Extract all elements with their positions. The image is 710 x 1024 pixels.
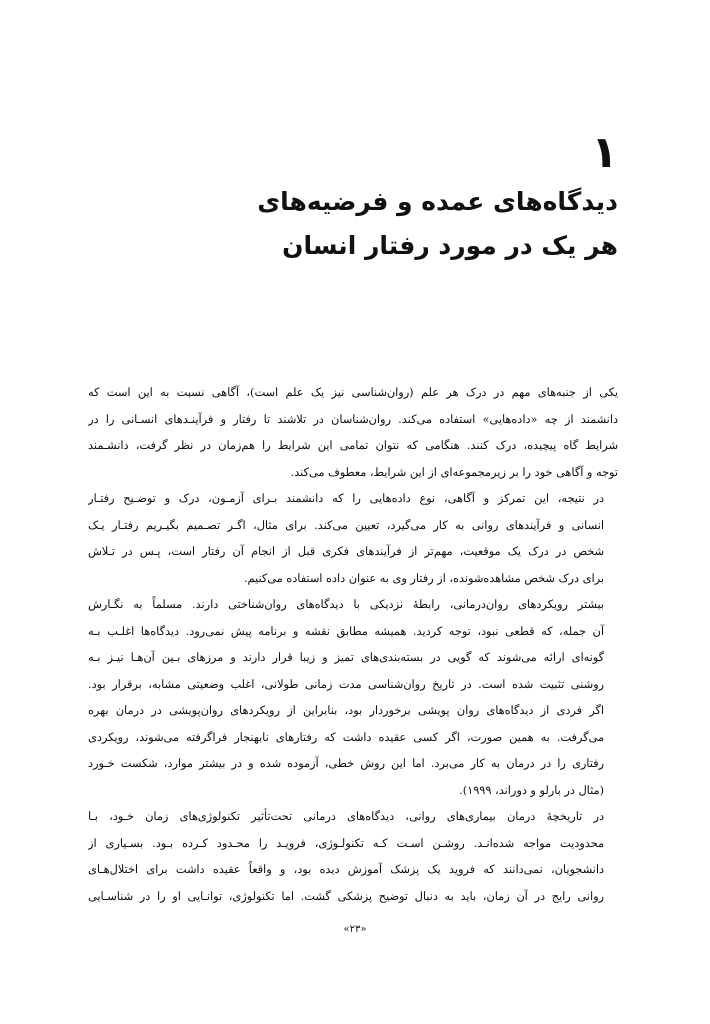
body-text — [88, 380, 618, 910]
paragraph — [88, 486, 618, 592]
text-line: انسانی و فرآیندهای روانی به کار می‌گیرد، تعیین می‌کند. برای مثال، اگـر تصـمیم بگیـریم رفتـار یـک — [88, 518, 604, 532]
chapter-title-line: دیدگاه‌های عمده و فرضیه‌های — [257, 187, 618, 216]
text-line: دانشمند از چه «داده‌هایی» استفاده می‌کند. روان‌شناسان در تلاشند تا رفتار و فرآینـدهای انسـانی را در — [88, 412, 618, 426]
chapter-title — [98, 180, 618, 268]
text-line: گونه‌ای ارائه می‌شوند که گویی در بسته‌بندی‌های تمیز و زیبا قرار دارند و مرزهای بـین آن‌هـا نیـز بـه — [88, 651, 604, 664]
text-line: (مثال در بارلو و دوراند، ۱۹۹۹). — [459, 783, 604, 797]
text-line: در تاریخچهٔ درمان بیماری‌های روانی، دیدگاه‌های درمانی تحت‌تأثیر تکنولوژی‌های زمان خـود، بـا — [88, 810, 604, 823]
chapter-title-line: هر یک در مورد رفتار انسان — [282, 231, 618, 260]
text-line: اگر فردی از دیدگاه‌های روان پویشی برخوردار بود، بنابراین از رویکردهای روان‌پویشی در درمان بهره — [88, 704, 604, 717]
text-line: محدودیت مواجه شده‌انـد. روشـن اسـت کـه تکنولـوژی، فرویـد را محـدود کـرده بـود. بسـیاری از — [88, 836, 604, 850]
text-line: برای درک شخص مشاهده‌شونده، از رفتار وی به عنوان داده استفاده می‌کنیم. — [243, 571, 604, 585]
text-line: توجه و آگاهی خود را بر زیرمجموعه‌ای از این شرایط، معطوف می‌کند. — [290, 465, 618, 479]
text-line: روشنی تثبیت شده است. در تاریخ روان‌شناسی مدت زمانی طولانی، اغلب وضعیتی مشابه، برقرار بود. — [88, 677, 604, 691]
paragraph — [88, 592, 618, 804]
text-line: در نتیجه، این تمرکز و آگاهی، نوع داده‌هایی را که دانشمند بـرای آزمـون، درک و توضـیح رفتـار — [88, 492, 604, 505]
text-line: شخص در درک یک موقعیت، مهم‌تر از فرآیندهای فکری قبل از انجام آن رفتار است، پـس در تـلاش — [88, 545, 604, 558]
text-line: آن جمله، که قطعی نبود، توجه کردید. همیشه مطابق نقشه و برنامه پیش نمی‌رود. دیدگاه‌ها اغلـب بـه — [88, 624, 604, 638]
page-number: «۲۳» — [343, 924, 367, 935]
text-line: بیشتر رویکردهای روان‌درمانی، رابطهٔ نزدیکی با دیدگاه‌های روان‌شناختی دارند. مسلماً به نگـارش — [88, 598, 604, 611]
paragraph — [88, 380, 618, 486]
text-line: روانی رایج در آن زمان، باید به دنبال توضیح پزشکی گشت. اما تکنولوژی، توانـایی او را در شناسـایی — [88, 889, 604, 903]
paragraph — [88, 804, 618, 910]
chapter-number: ۱ — [591, 127, 618, 178]
text-line: شرایط گاه پیچیده، درک کنند. هنگامی که نتوان تمامی این شرایط را هم‌زمان در نظر گرفت، دانشـمند — [88, 439, 618, 452]
text-line: می‌گرفت. به همین صورت، اگر کسی عقیده داشت که رفتارهای نابهنجار فراگرفته می‌شوند، رویکردی — [88, 730, 604, 744]
text-line: یکی از جنبه‌های مهم در درک هر علم (روان‌شناسی نیز یک علم است)، آگاهی نسبت به این است که — [88, 386, 618, 399]
text-line: رفتاری را در درمان به کار می‌برد. اما این روش خطی، آزموده شده و در بیشتر موارد، شکست خـورد — [88, 757, 604, 770]
text-line: دانشجویان، نمی‌دانند که فروید یک پزشک آموزش دیده بود، و واقعاً عقیده داشت برای اختلال‌هـای — [88, 863, 604, 876]
